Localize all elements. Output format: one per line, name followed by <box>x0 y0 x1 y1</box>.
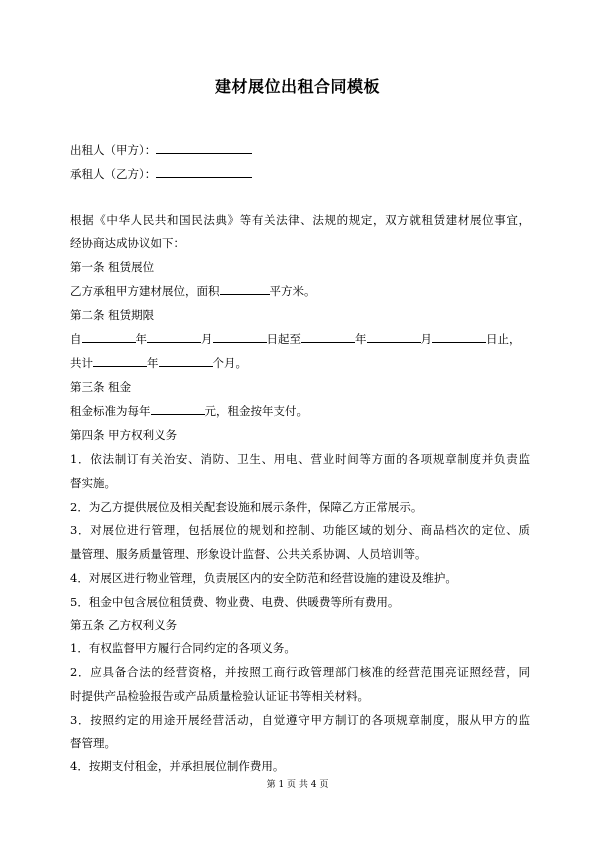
lessor-label: 出租人（甲方）： <box>70 143 157 157</box>
start-month-blank[interactable] <box>147 331 201 343</box>
article4-p1-line2: 督实施。 <box>70 476 116 490</box>
start-day-blank[interactable] <box>213 331 267 343</box>
area-blank[interactable] <box>220 283 270 295</box>
article4-heading: 第四条 甲方权利义务 <box>70 428 178 442</box>
document-title: 建材展位出租合同模板 <box>214 77 380 96</box>
article3-text-a: 租金标准为每年 <box>70 404 151 418</box>
article5-p3-line1: 3．按照约定的用途开展经营活动，自觉遵守甲方制订的各项规章制度，服从甲方的监 <box>70 713 530 727</box>
lessor-line <box>70 142 530 158</box>
article5-p1: 1．有权监督甲方履行合同约定的各项义务。 <box>70 641 296 655</box>
day-start-label: 日起至 <box>266 332 301 346</box>
month-label: 月 <box>420 332 432 346</box>
article1-text-a: 乙方承租甲方建材展位，面积 <box>70 284 220 298</box>
intro-line-2: 经协商达成协议如下： <box>70 236 185 250</box>
article5-p2-line2: 时提供产品检验报告或产品质量检验认证证书等相关材料。 <box>70 689 369 703</box>
year-label: 年 <box>135 332 147 346</box>
article3-text-b: 元，租金按年支付。 <box>204 404 308 418</box>
article1-text-b: 平方米。 <box>269 284 316 298</box>
article4-p3-line1: 3．对展位进行管理，包括展位的规划和控制、功能区域的划分、商品档次的定位、质 <box>70 523 530 537</box>
article2-heading: 第二条 租赁期限 <box>70 308 155 322</box>
article4-p2: 2．为乙方提供展位及相关配套设施和展示条件，保障乙方正常展示。 <box>70 500 423 514</box>
start-year-blank[interactable] <box>82 331 136 343</box>
intro-line-1: 根据《中华人民共和国民法典》等有关法律、法规的规定，双方就租赁建材展位事宜， <box>70 213 530 227</box>
article2-total-line <box>70 355 530 371</box>
from-label: 自 <box>70 332 82 346</box>
lessee-line <box>70 166 530 182</box>
article4-p1-line1: 1．依法制订有关治安、消防、卫生、用电、营业时间等方面的各项规章制度并负责监 <box>70 452 530 466</box>
article4-p5: 5．租金中包含展位租赁费、物业费、电费、供暖费等所有费用。 <box>70 595 400 609</box>
end-month-blank[interactable] <box>367 331 421 343</box>
article3-text <box>70 403 530 419</box>
lessee-blank[interactable] <box>156 166 252 178</box>
article3-heading: 第三条 租金 <box>70 380 132 394</box>
end-day-blank[interactable] <box>432 331 486 343</box>
lessee-label: 承租人（乙方）： <box>70 167 157 181</box>
article4-p3-line2: 量管理、服务质量管理、形象设计监督、公共关系协调、人员培训等。 <box>70 547 427 561</box>
article5-p4: 4．按期支付租金，并承担展位制作费用。 <box>70 759 285 773</box>
end-year-blank[interactable] <box>301 331 355 343</box>
article4-p4: 4．对展区进行物业管理，负责展区内的安全防范和经营设施的建设及维护。 <box>70 571 457 585</box>
year-label: 年 <box>355 332 367 346</box>
rent-blank[interactable] <box>151 403 205 415</box>
article2-period-line <box>70 331 530 347</box>
total-months-blank[interactable] <box>159 355 213 367</box>
article5-heading: 第五条 乙方权利义务 <box>70 618 178 632</box>
page-number: 第 1 页 共 4 页 <box>266 780 329 790</box>
lessor-blank[interactable] <box>156 142 252 154</box>
article1-text <box>70 283 530 299</box>
total-label: 共计 <box>70 356 93 370</box>
months-end-label: 个月。 <box>212 356 247 370</box>
year-label: 年 <box>147 356 159 370</box>
total-years-blank[interactable] <box>93 355 147 367</box>
month-label: 月 <box>201 332 213 346</box>
day-end-label: 日止， <box>486 332 521 346</box>
article5-p3-line2: 督管理。 <box>70 736 116 750</box>
article1-heading: 第一条 租赁展位 <box>70 260 155 274</box>
article5-p2-line1: 2．应具备合法的经营资格，并按照工商行政管理部门核准的经营范围亮证照经营，同 <box>70 665 530 679</box>
